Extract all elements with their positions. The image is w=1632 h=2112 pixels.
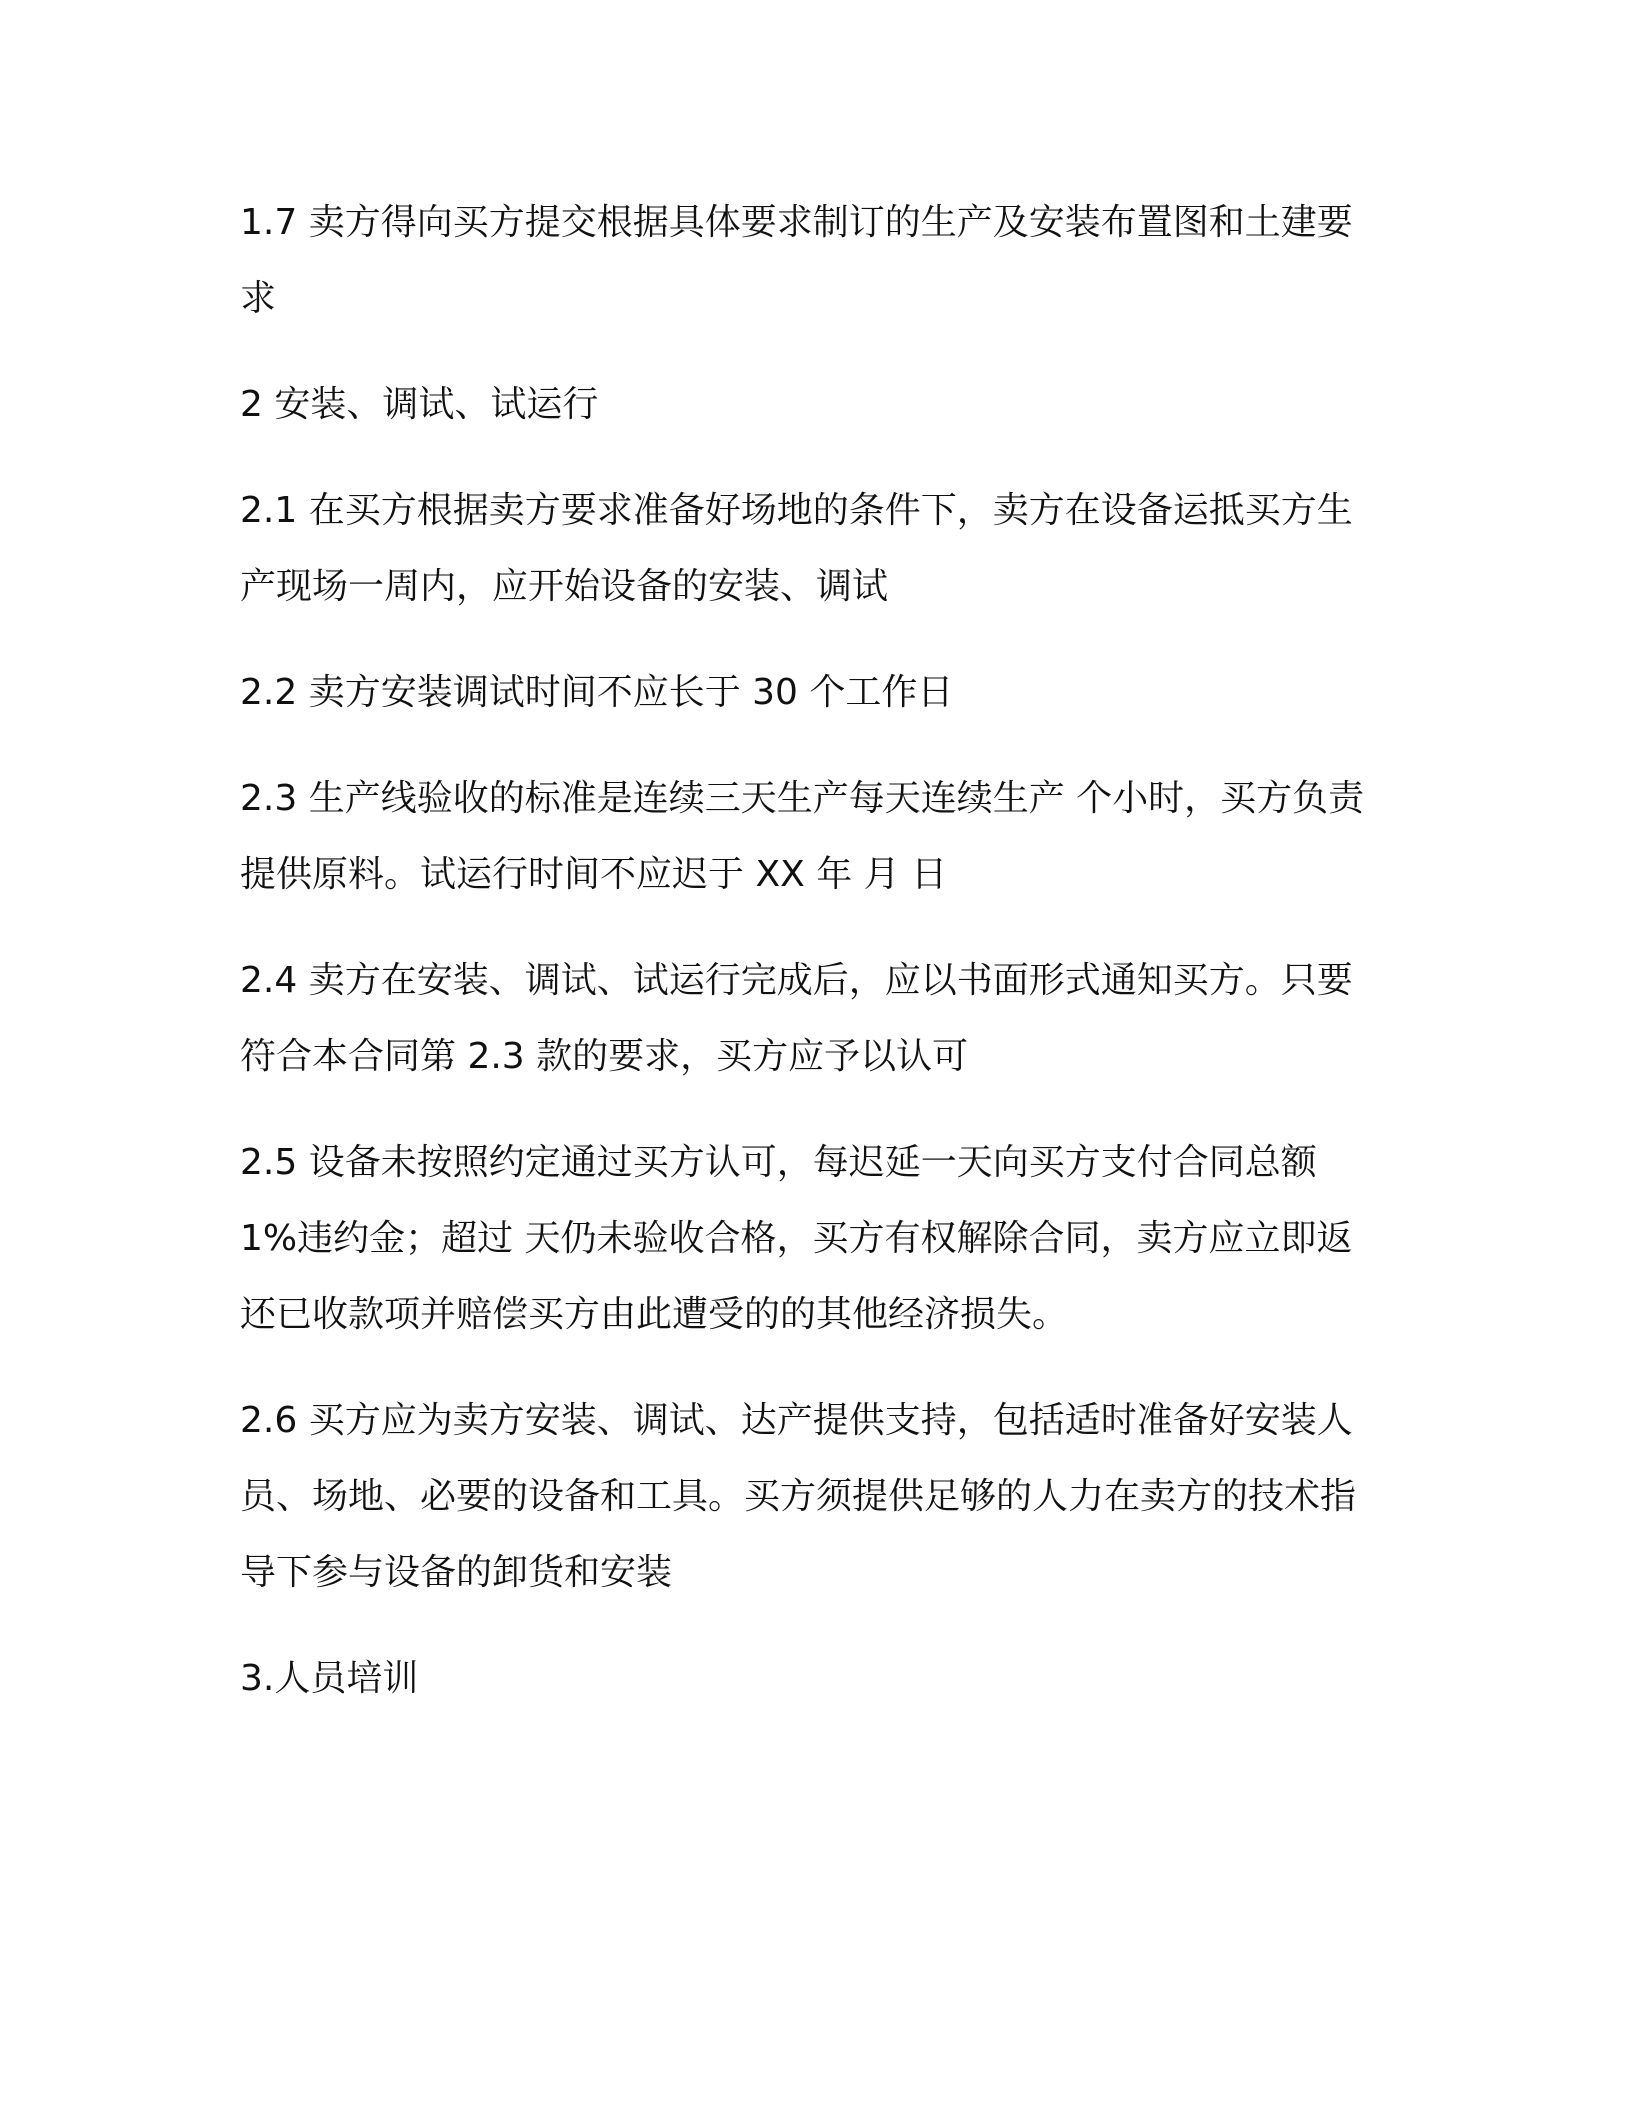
section-3-heading: 3.人员培训 xyxy=(240,1658,419,1699)
clause-2-2: 2.2 卖方安装调试时间不应长于 30 个工作日 xyxy=(240,672,954,713)
document-body xyxy=(240,185,1385,1747)
clause-1-7: 1.7 卖方得向买方提交根据具体要求制订的生产及安装布置图和土建要求 xyxy=(240,202,1353,319)
section-2-heading: 2 安装、调试、试运行 xyxy=(240,384,599,425)
clause-2-4: 2.4 卖方在安装、调试、试运行完成后，应以书面形式通知买方。只要符合本合同第 2.3 款的要求，买方应予以认可 xyxy=(240,960,1353,1077)
clause-2-1: 2.1 在买方根据卖方要求准备好场地的条件下，卖方在设备运抵买方生产现场一周内，应开始设备的安装、调试 xyxy=(240,490,1353,607)
clause-2-3: 2.3 生产线验收的标准是连续三天生产每天连续生产 个小时，买方负责提供原料。试运行时间不应迟于 XX 年 月 日 xyxy=(240,778,1365,895)
clause-2-6: 2.6 买方应为卖方安装、调试、达产提供支持，包括适时准备好安装人员、场地、必要的设备和工具。买方须提供足够的人力在卖方的技术指导下参与设备的卸货和安装 xyxy=(240,1400,1357,1593)
clause-2-5: 2.5 设备未按照约定通过买方认可，每迟延一天向买方支付合同总额 1%违约金；超过 天仍未验收合格，买方有权解除合同，卖方应立即返还已收款项并赔偿买方由此遭受的的其他经济损失。 xyxy=(240,1142,1353,1335)
